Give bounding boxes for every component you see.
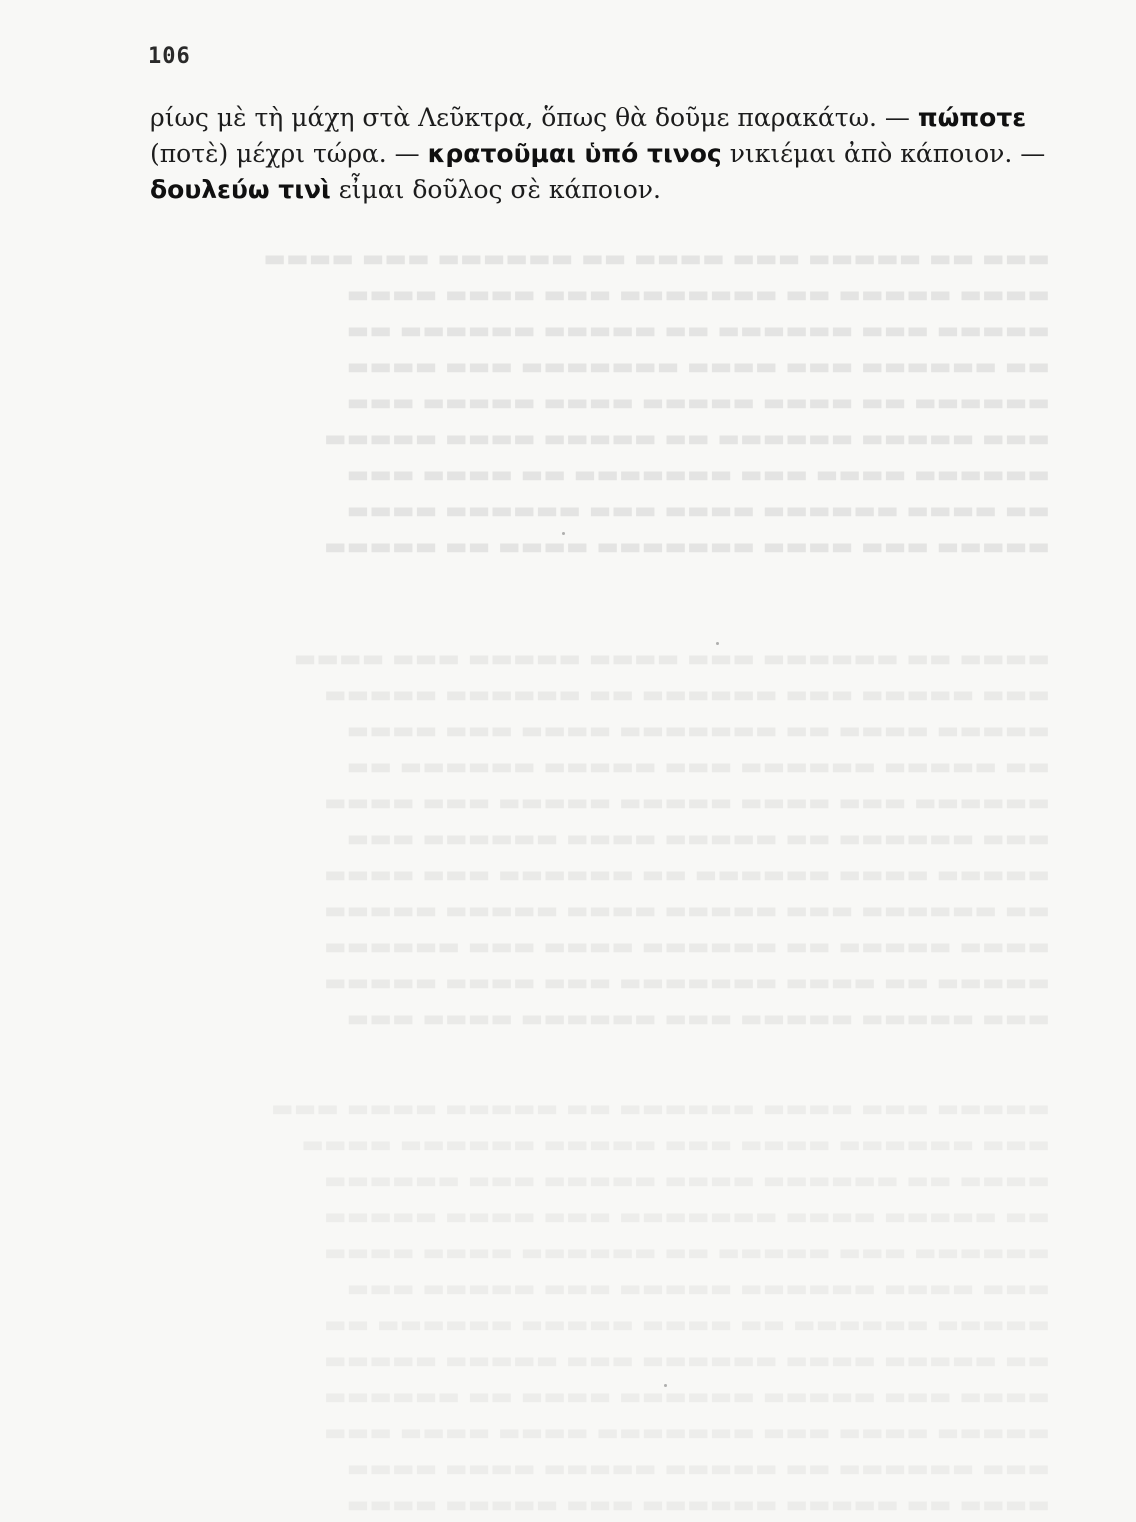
show-through-texture: ▬▬▬▬ ▬▬ ▬▬▬▬▬▬ ▬▬▬ ▬▬▬▬ ▬▬▬▬▬ ▬▬▬ ▬▬▬▬ ▬▬▬ ▬▬▬▬▬ ▬▬▬ ▬▬▬▬▬▬ ▬▬ ▬▬▬▬▬▬ ▬▬▬▬▬ ▬▬▬▬▬ ▬▬▬▬ ▬▬ ▬▬▬▬▬▬▬ ▬▬▬▬ ▬▬▬ ▬▬▬▬ ▬▬ ▬▬▬▬▬ ▬▬▬▬▬▬ ▬▬▬ ▬▬▬▬▬ ▬▬▬▬▬▬ ▬▬ ▬▬▬▬▬▬ ▬▬▬ ▬▬▬▬ ▬▬▬▬▬ ▬▬▬▬▬ ▬▬▬ ▬▬▬▬ ▬▬▬ ▬▬▬▬▬▬ ▬▬ ▬▬▬▬▬ ▬▬▬▬ ▬▬▬▬▬▬ ▬▬▬ ▬▬▬▬▬ ▬▬▬▬ ▬▬▬▬▬▬ ▬▬ ▬▬▬▬▬▬ ▬▬▬ ▬▬▬▬ ▬▬ ▬▬▬▬▬▬ ▬▬▬ ▬▬▬▬▬ ▬▬▬▬ ▬▬▬▬▬ ▬▬▬▬▬ ▬▬▬▬ ▬▬▬▬▬ ▬▬ ▬▬▬▬▬▬ ▬▬▬▬ ▬▬▬ ▬▬▬▬▬▬ ▬▬▬▬▬ ▬▬ ▬▬▬▬ ▬▬▬▬▬▬▬ ▬▬▬ ▬▬▬▬ ▬▬▬▬▬ ▬▬▬ ▬▬▬▬▬ ▬▬▬▬▬ ▬▬▬ ▬▬▬▬▬▬ ▬▬▬▬ ▬▬▬	[293, 644, 1050, 1032]
show-through-texture: ▬▬▬▬▬ ▬▬▬ ▬▬▬▬ ▬▬▬▬▬▬ ▬▬ ▬▬▬▬▬ ▬▬▬▬ ▬▬▬ ▬▬▬ ▬▬▬▬▬▬ ▬▬▬▬ ▬▬▬ ▬▬▬▬▬ ▬▬▬▬▬▬ ▬▬▬▬ ▬▬▬▬ ▬▬ ▬▬▬▬▬▬ ▬▬▬▬ ▬▬▬▬▬ ▬▬▬ ▬▬▬▬▬▬ ▬▬ ▬▬▬▬▬ ▬▬▬▬ ▬▬▬▬▬▬▬ ▬▬▬ ▬▬▬▬ ▬▬▬▬▬ ▬▬▬▬▬▬ ▬▬▬ ▬▬▬▬▬ ▬▬ ▬▬▬▬▬▬ ▬▬▬▬ ▬▬▬▬ ▬▬▬ ▬▬▬▬ ▬▬▬▬▬▬ ▬▬▬▬▬ ▬▬▬ ▬▬▬▬▬ ▬▬▬ ▬▬▬▬▬ ▬▬▬▬▬▬ ▬▬ ▬▬▬▬ ▬▬▬▬▬ ▬▬▬▬▬▬ ▬▬ ▬▬ ▬▬▬▬▬ ▬▬▬▬ ▬▬▬▬▬▬ ▬▬▬ ▬▬▬▬▬ ▬▬▬▬▬ ▬▬▬▬ ▬▬▬ ▬▬▬▬▬ ▬▬▬▬▬▬ ▬▬▬▬ ▬▬ ▬▬▬▬▬▬ ▬▬▬▬▬ ▬▬▬▬ ▬▬▬ ▬▬▬▬▬▬▬ ▬▬▬▬ ▬▬▬▬ ▬▬▬ ▬▬▬ ▬▬▬▬▬▬ ▬▬ ▬▬▬▬▬ ▬▬▬▬▬ ▬▬▬▬ ▬▬▬▬ ▬▬▬▬ ▬▬ ▬▬▬▬▬ ▬▬▬▬▬▬ ▬▬▬ ▬▬▬▬▬ ▬▬▬▬	[270, 1094, 1050, 1518]
text-line	[150, 100, 1030, 136]
print-speck	[664, 1384, 667, 1387]
text-line	[150, 172, 1030, 208]
text-run: (ποτὲ) μέχρι τώρα. —	[150, 139, 420, 168]
show-through-texture: ▬▬▬ ▬▬ ▬▬▬▬▬ ▬▬▬ ▬▬▬▬ ▬▬ ▬▬▬▬▬▬ ▬▬▬ ▬▬▬▬ ▬▬▬▬ ▬▬▬▬▬ ▬▬ ▬▬▬▬▬▬▬ ▬▬▬ ▬▬▬▬ ▬▬▬▬ ▬▬▬▬▬ ▬▬▬ ▬▬▬▬▬▬ ▬▬ ▬▬▬▬▬ ▬▬▬▬▬▬ ▬▬ ▬▬ ▬▬▬▬▬▬ ▬▬▬ ▬▬▬▬ ▬▬▬▬▬▬▬ ▬▬▬ ▬▬▬▬ ▬▬▬▬▬▬ ▬▬ ▬▬▬▬ ▬▬▬▬▬ ▬▬▬▬ ▬▬▬▬▬ ▬▬▬ ▬▬▬ ▬▬▬▬▬ ▬▬▬▬▬▬ ▬▬ ▬▬▬▬▬ ▬▬▬▬ ▬▬▬▬▬ ▬▬▬▬▬▬ ▬▬▬▬ ▬▬▬ ▬▬▬▬▬▬▬ ▬▬ ▬▬▬▬ ▬▬▬ ▬▬ ▬▬▬▬ ▬▬▬▬▬▬ ▬▬▬▬ ▬▬▬ ▬▬▬▬▬▬ ▬▬▬▬ ▬▬▬▬▬ ▬▬▬ ▬▬▬▬ ▬▬▬▬▬▬▬ ▬▬▬▬ ▬▬ ▬▬▬▬▬	[263, 244, 1050, 560]
print-speck	[562, 532, 565, 535]
page-body	[150, 100, 1046, 208]
page-number: 106	[148, 44, 191, 69]
text-run: νικιέμαι ἀπὸ κάποιον. —	[729, 139, 1046, 168]
headword: πώποτε	[917, 103, 1027, 132]
text-run: ρίως μὲ τὴ μάχη στὰ Λεῦκτρα, ὅπως θὰ δοῦμε παρακάτω. —	[150, 103, 910, 132]
headword: κρατοῦμαι ὑπό τινος	[427, 139, 722, 168]
text-line	[150, 136, 1046, 172]
text-run: εἶμαι δοῦλος σὲ κάποιον.	[338, 175, 661, 204]
print-speck	[716, 642, 719, 645]
headword: δουλεύω τινὶ	[150, 175, 331, 204]
